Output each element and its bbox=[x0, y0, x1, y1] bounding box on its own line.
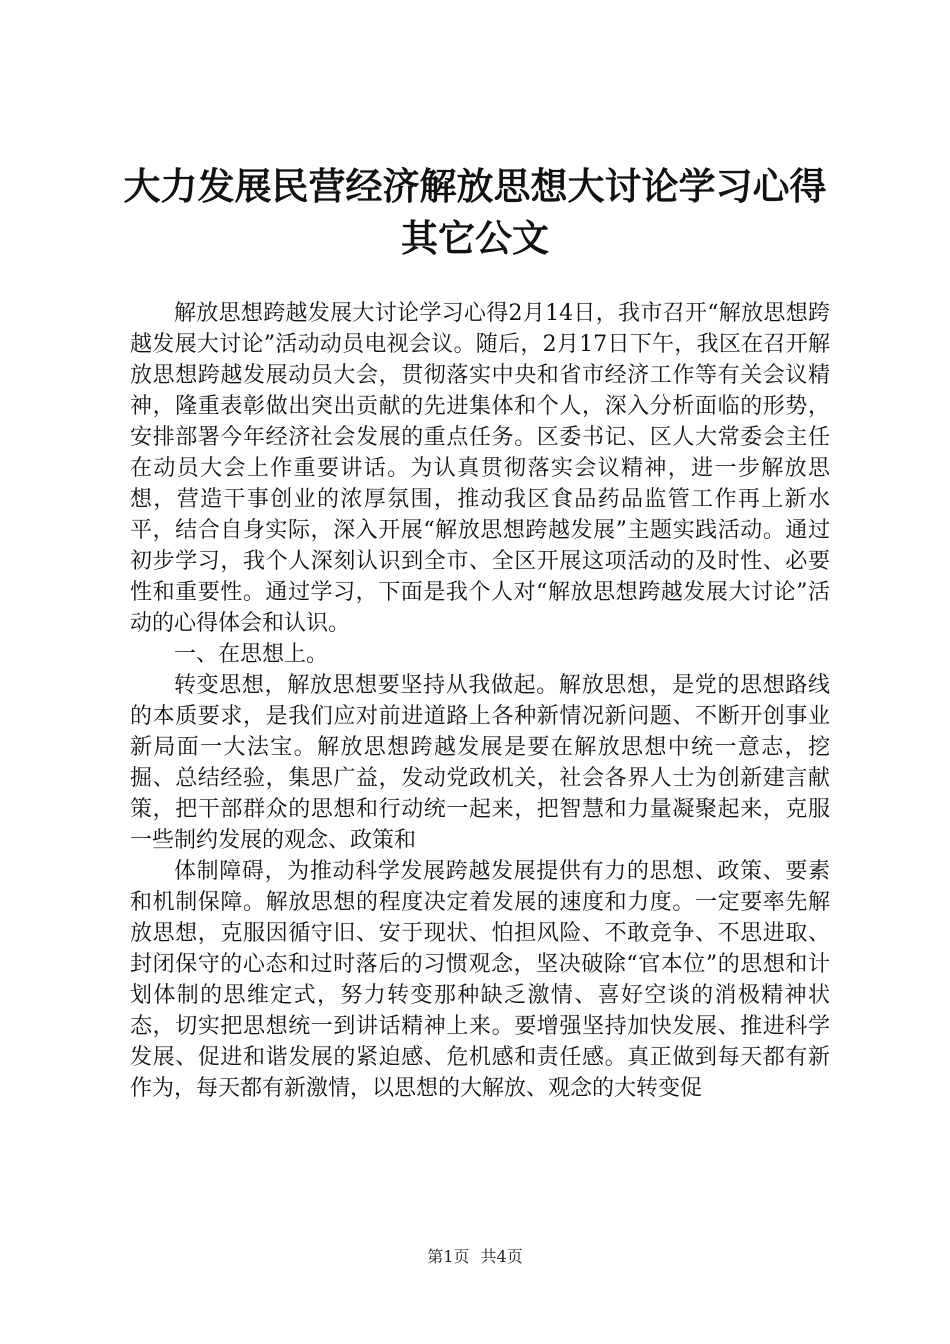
paragraph-system: 体制障碍，为推动科学发展跨越发展提供有力的思想、政策、要素和机制保障。解放思想的程度决定着发展的速度和力度。一定要率先解放思想，克服因循守旧、安于现状、怕担风险、不敢竞争、不思进取、封闭保守的心态和过时落后的习惯观念，坚决破除“官本位”的思想和计划体制的思维定式，努力转变那种缺乏激情、喜好空谈的消极精神状态，切实把思想统一到讲话精神上来。要增强坚持加快发展、推进科学发展、促进和谐发展的紧迫感、危机感和责任感。真正做到每天都有新作为，每天都有新激情，以思想的大解放、观念的大转变促 bbox=[130, 859, 830, 1101]
paragraph-thought: 转变思想，解放思想要坚持从我做起。解放思想，是党的思想路线的本质要求，是我们应对前进道路上各种新情况新问题、不断开创事业新局面一大法宝。解放思想跨越发展是要在解放思想中统一意志，挖掘、总结经验，集思广益，发动党政机关，社会各界人士为创新建言献策，把干部群众的思想和行动统一起来，把智慧和力量凝聚起来，克服一些制约发展的观念、政策和 bbox=[130, 673, 830, 853]
page-number: 第1页 bbox=[427, 1247, 470, 1266]
page-footer bbox=[0, 1244, 950, 1267]
page-total: 共4页 bbox=[480, 1247, 523, 1266]
section-heading: 一、在思想上。 bbox=[174, 642, 329, 667]
document-title: 大力发展民营经济解放思想大讨论学习心得其它公文 bbox=[123, 164, 827, 260]
paragraph-intro: 解放思想跨越发展大讨论学习心得2月14日，我市召开“解放思想跨越发展大讨论”活动动员电视会议。随后，2月17日下午，我区在召开解放思想跨越发展动员大会，贯彻落实中央和省市经济工作等有关会议精神，隆重表彰做出突出贡献的先进集体和个人，深入分析面临的形势，安排部署今年经济社会发展的重点任务。区委书记、区人大常委会主任在动员大会上作重要讲话。为认真贯彻落实会议精神，进一步解放思想，营造干事创业的浓厚氛围，推动我区食品药品监管工作再上新水平，结合自身实际，深入开展“解放思想跨越发展”主题实践活动。通过初步学习，我个人深刻认识到全市、全区开展这项活动的及时性、必要性和重要性。通过学习，下面是我个人对“解放思想跨越发展大讨论”活动的心得体会和认识。 bbox=[130, 301, 830, 636]
document-body bbox=[130, 298, 830, 1104]
